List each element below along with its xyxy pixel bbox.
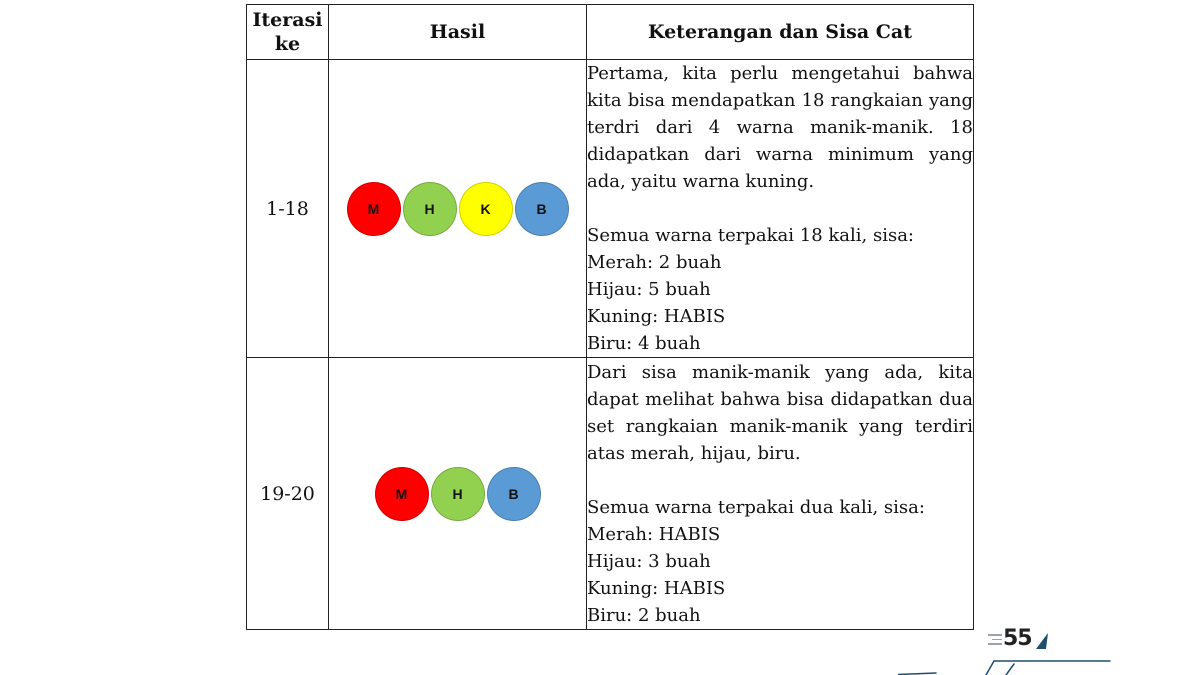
bead-blue: [487, 467, 541, 521]
description-paragraph: Pertama, kita perlu mengetahui bahwa kita bisa mendapatkan 18 rangkaian yang terdri dari 4 warna manik-manik. 18 didapatkan dari warna minimum yang ada, yaitu warna kuning.: [587, 63, 973, 192]
decorative-rule: [898, 658, 1112, 675]
remaining-blue: Biru: 2 buah: [587, 604, 701, 626]
usage-text: Semua warna terpakai 18 kali, sisa:: [587, 225, 914, 246]
remaining-blue: Biru: 4 buah: [587, 333, 701, 354]
bead-chain: [346, 182, 570, 236]
header-iteration-line1: Iterasi: [252, 9, 323, 31]
remaining-green: Hijau: 5 buah: [587, 279, 711, 300]
bead-red: [375, 467, 429, 521]
bead-chain-cell: [329, 60, 587, 358]
table-container: [246, 4, 974, 630]
table-row: [247, 60, 974, 358]
bead-yellow: [459, 182, 513, 236]
bead-chain: [374, 467, 542, 521]
bead-blue: [515, 182, 569, 236]
iteration-cell: 19-20: [247, 358, 329, 630]
table-header-row: [247, 5, 974, 60]
description-cell: [587, 60, 974, 358]
iteration-table: [246, 4, 974, 630]
bead-chain-cell: [329, 358, 587, 630]
description-cell: [587, 358, 974, 630]
header-iteration: [247, 5, 329, 60]
remaining-red: Merah: HABIS: [587, 523, 721, 545]
iteration-cell: 1-18: [247, 60, 329, 358]
remaining-red: Merah: 2 buah: [587, 252, 722, 273]
header-description: Keterangan dan Sisa Cat: [587, 5, 974, 60]
bead-red: [347, 182, 401, 236]
bead-letter: H: [452, 485, 463, 502]
page-number: 55: [1003, 626, 1032, 651]
description-paragraph: Dari sisa manik-manik yang ada, kita dapat melihat bahwa bisa didapatkan dua set rangkaian manik-manik yang terdiri atas merah, hijau, biru.: [587, 361, 973, 464]
bead-letter: M: [395, 485, 408, 502]
table-row: [247, 358, 974, 630]
page-corner-mark-icon: [1034, 632, 1050, 650]
bead-letter: K: [480, 200, 491, 217]
bead-green: [431, 467, 485, 521]
paragraph-spacer: [587, 467, 973, 494]
remaining-green: Hijau: 3 buah: [587, 550, 711, 572]
paragraph-spacer: [587, 195, 973, 222]
bead-letter: B: [536, 200, 547, 217]
bead-letter: H: [424, 200, 435, 217]
bead-letter: M: [367, 200, 380, 217]
speed-lines-icon: [986, 634, 1002, 648]
header-result: Hasil: [329, 5, 587, 60]
bead-green: [403, 182, 457, 236]
usage-text: Semua warna terpakai dua kali, sisa:: [587, 496, 925, 518]
header-iteration-line2: ke: [274, 33, 301, 55]
bead-letter: B: [508, 485, 519, 502]
remaining-yellow: Kuning: HABIS: [587, 306, 726, 327]
remaining-yellow: Kuning: HABIS: [587, 577, 726, 599]
